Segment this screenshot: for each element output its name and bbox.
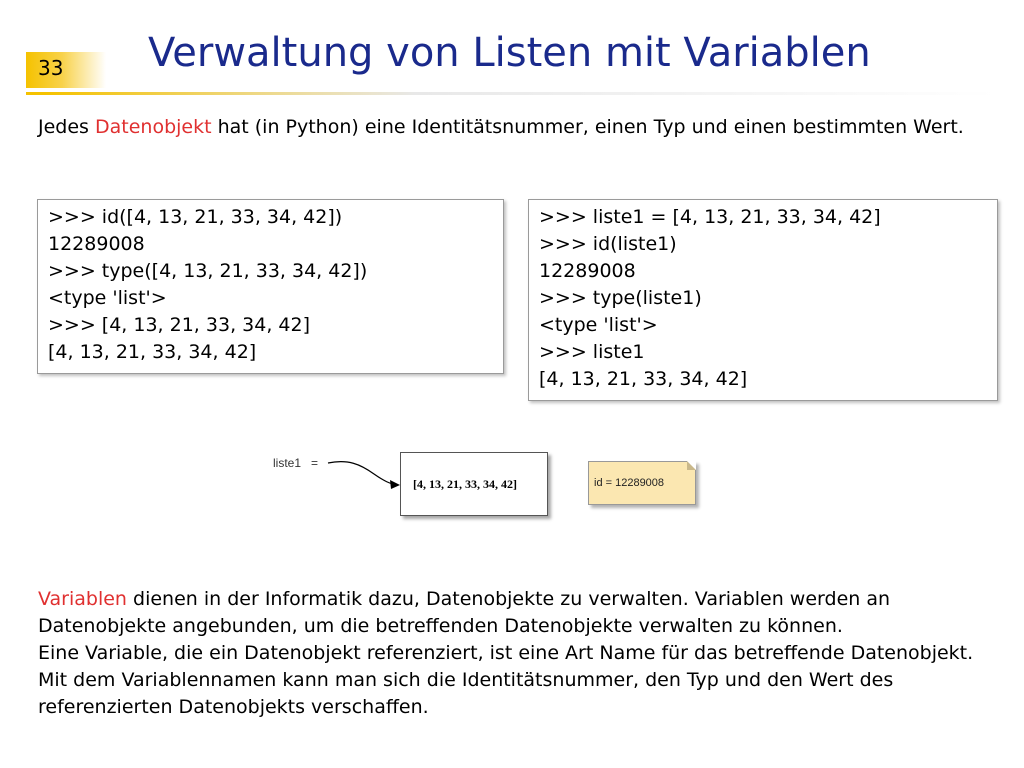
code-line: >>> liste1 = [4, 13, 21, 33, 34, 42] — [539, 206, 881, 228]
intro-text-post: hat (in Python) eine Identitätsnummer, einen Typ und einen bestimmten Wert. — [211, 116, 964, 138]
code-line: >>> id([4, 13, 21, 33, 34, 42]) — [48, 206, 343, 228]
code-line: >>> liste1 — [539, 341, 645, 363]
code-line: [4, 13, 21, 33, 34, 42] — [539, 368, 748, 390]
variable-label: liste1 = — [273, 456, 319, 470]
bottom-text-1: dienen in der Informatik dazu, Datenobjekte zu verwalten. Variablen werden an Datenobjekte angebunden, um die betreffenden Datenobjekte verwalten zu können. — [38, 588, 891, 637]
note-fold-corner — [687, 461, 696, 470]
code-line: 12289008 — [48, 233, 145, 255]
intro-paragraph — [38, 114, 988, 141]
reference-arrow — [270, 448, 410, 508]
bottom-highlight: Variablen — [38, 588, 127, 610]
bottom-line-1 — [38, 586, 998, 640]
slide-number: 33 — [38, 56, 64, 80]
bottom-text-2: Eine Variable, die ein Datenobjekt referenziert, ist eine Art Name für das betreffende Datenobjekt. Mit dem Variablennamen kann man sich die Identitätsnummer, den Typ und den Wert des referenzierten Datenobjekts verschaffen. — [38, 642, 974, 718]
slide-number-badge — [26, 52, 106, 88]
intro-highlight: Datenobjekt — [94, 116, 212, 138]
code-line: <type 'list'> — [48, 287, 167, 309]
code-box-left — [37, 199, 504, 374]
code-line: <type 'list'> — [539, 314, 658, 336]
bottom-paragraph — [38, 586, 998, 721]
code-line: >>> type([4, 13, 21, 33, 34, 42]) — [48, 260, 368, 282]
list-object-value: [4, 13, 21, 33, 34, 42] — [413, 477, 517, 491]
id-note-text: id = 12289008 — [594, 477, 665, 489]
intro-text-pre: Jedes — [38, 116, 95, 138]
code-line: >>> [4, 13, 21, 33, 34, 42] — [48, 314, 310, 336]
code-line: >>> type(liste1) — [539, 287, 702, 309]
title-divider — [26, 92, 998, 95]
code-line: [4, 13, 21, 33, 34, 42] — [48, 341, 257, 363]
slide-title: Verwaltung von Listen mit Variablen — [148, 30, 871, 76]
list-object-box — [400, 452, 548, 516]
reference-diagram — [270, 448, 710, 538]
code-line: 12289008 — [539, 260, 636, 282]
code-line: >>> id(liste1) — [539, 233, 677, 255]
code-box-right — [528, 199, 998, 401]
id-note — [588, 461, 696, 505]
